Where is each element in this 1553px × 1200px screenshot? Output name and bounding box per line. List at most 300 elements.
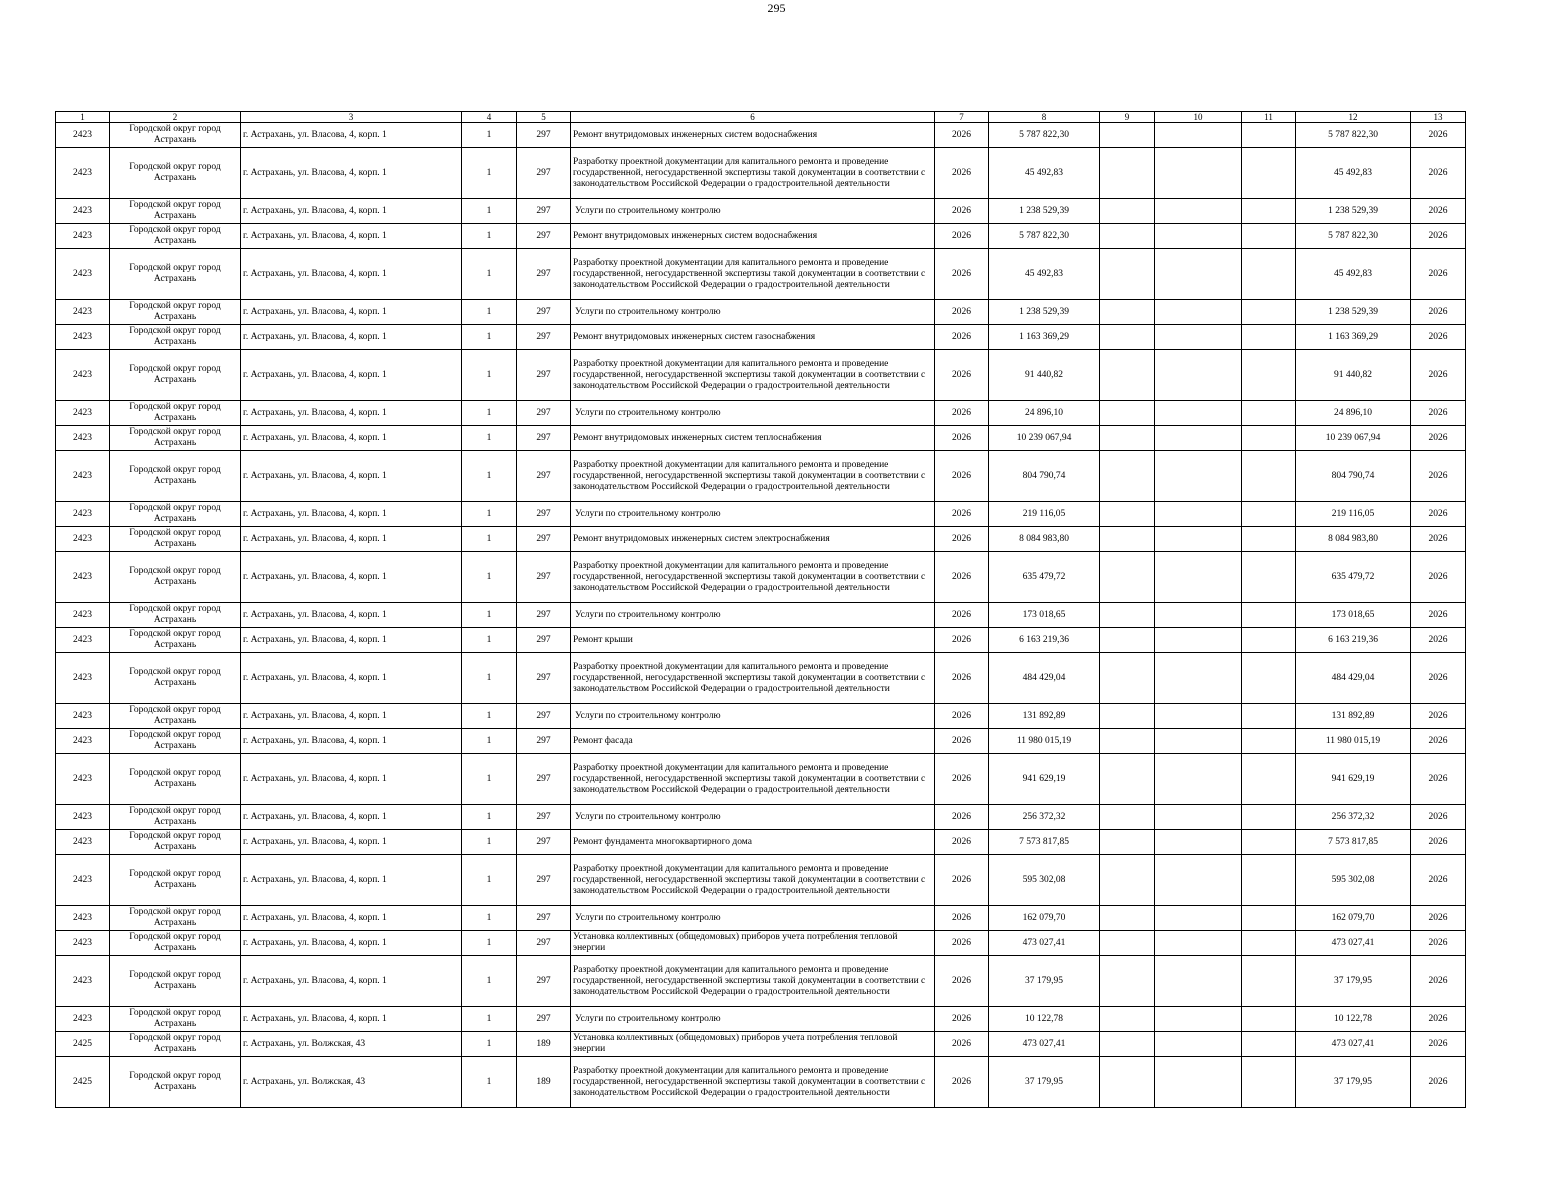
col-4-value-cell: 1 xyxy=(462,527,517,552)
col-5-value-cell: 297 xyxy=(517,199,571,224)
col-10-value-cell xyxy=(1155,906,1242,931)
municipality-cell: Городской округ город Астрахань xyxy=(110,1057,241,1108)
year-cell: 2026 xyxy=(935,199,989,224)
amount-cell: 10 239 067,94 xyxy=(989,426,1100,451)
col-5-value-cell: 297 xyxy=(517,552,571,603)
row-id-cell: 2425 xyxy=(56,1057,110,1108)
table-row xyxy=(56,1057,1466,1108)
col-4-value-cell: 1 xyxy=(462,1007,517,1032)
address-cell: г. Астрахань, ул. Власова, 4, корп. 1 xyxy=(241,805,462,830)
address-cell: г. Астрахань, ул. Власова, 4, корп. 1 xyxy=(241,653,462,704)
col-11-value-cell xyxy=(1242,956,1296,1007)
address-cell: г. Астрахань, ул. Волжская, 43 xyxy=(241,1032,462,1057)
municipality-cell: Городской округ город Астрахань xyxy=(110,426,241,451)
address-cell: г. Астрахань, ул. Власова, 4, корп. 1 xyxy=(241,729,462,754)
amount-total-cell: 131 892,89 xyxy=(1296,704,1411,729)
municipality-cell: Городской округ город Астрахань xyxy=(110,502,241,527)
col-10-value-cell xyxy=(1155,1057,1242,1108)
address-cell: г. Астрахань, ул. Власова, 4, корп. 1 xyxy=(241,325,462,350)
municipality-cell: Городской округ город Астрахань xyxy=(110,401,241,426)
work-description-cell: Услуги по строительному контролю xyxy=(571,199,935,224)
col-4-value-cell: 1 xyxy=(462,123,517,148)
table-row xyxy=(56,502,1466,527)
work-description-cell: Услуги по строительному контролю xyxy=(571,906,935,931)
col-11-value-cell xyxy=(1242,805,1296,830)
address-cell: г. Астрахань, ул. Власова, 4, корп. 1 xyxy=(241,224,462,249)
row-id-cell: 2423 xyxy=(56,199,110,224)
address-cell: г. Астрахань, ул. Власова, 4, корп. 1 xyxy=(241,426,462,451)
col-11-value-cell xyxy=(1242,628,1296,653)
work-description-cell: Разработку проектной документации для капитального ремонта и проведение государственной, негосударственной экспертизы такой документации в соответствии с законодательством Российской Федерации о градостроительной деятельности xyxy=(571,148,935,199)
col-10-value-cell xyxy=(1155,249,1242,300)
col-9-value-cell xyxy=(1100,1057,1155,1108)
col-4-value-cell: 1 xyxy=(462,830,517,855)
col-4-value-cell: 1 xyxy=(462,855,517,906)
row-id-cell: 2425 xyxy=(56,1032,110,1057)
amount-cell: 24 896,10 xyxy=(989,401,1100,426)
column-header-4: 4 xyxy=(462,112,517,123)
col-9-value-cell xyxy=(1100,653,1155,704)
col-9-value-cell xyxy=(1100,552,1155,603)
year-cell: 2026 xyxy=(935,1007,989,1032)
col-5-value-cell: 297 xyxy=(517,805,571,830)
col-9-value-cell xyxy=(1100,704,1155,729)
completion-year-cell: 2026 xyxy=(1411,1057,1466,1108)
address-cell: г. Астрахань, ул. Власова, 4, корп. 1 xyxy=(241,527,462,552)
row-id-cell: 2423 xyxy=(56,502,110,527)
address-cell: г. Астрахань, ул. Власова, 4, корп. 1 xyxy=(241,628,462,653)
col-5-value-cell: 297 xyxy=(517,426,571,451)
col-11-value-cell xyxy=(1242,603,1296,628)
col-4-value-cell: 1 xyxy=(462,224,517,249)
year-cell: 2026 xyxy=(935,249,989,300)
year-cell: 2026 xyxy=(935,350,989,401)
amount-total-cell: 804 790,74 xyxy=(1296,451,1411,502)
row-id-cell: 2423 xyxy=(56,653,110,704)
municipality-cell: Городской округ город Астрахань xyxy=(110,325,241,350)
table-body xyxy=(56,123,1466,1108)
col-4-value-cell: 1 xyxy=(462,1057,517,1108)
address-cell: г. Астрахань, ул. Власова, 4, корп. 1 xyxy=(241,350,462,401)
column-header-3: 3 xyxy=(241,112,462,123)
col-10-value-cell xyxy=(1155,527,1242,552)
col-11-value-cell xyxy=(1242,754,1296,805)
completion-year-cell: 2026 xyxy=(1411,729,1466,754)
amount-total-cell: 6 163 219,36 xyxy=(1296,628,1411,653)
table-row xyxy=(56,249,1466,300)
completion-year-cell: 2026 xyxy=(1411,1032,1466,1057)
col-11-value-cell xyxy=(1242,350,1296,401)
col-9-value-cell xyxy=(1100,830,1155,855)
address-cell: г. Астрахань, ул. Власова, 4, корп. 1 xyxy=(241,931,462,956)
col-4-value-cell: 1 xyxy=(462,199,517,224)
year-cell: 2026 xyxy=(935,502,989,527)
amount-total-cell: 10 122,78 xyxy=(1296,1007,1411,1032)
municipality-cell: Городской округ город Астрахань xyxy=(110,249,241,300)
work-description-cell: Установка коллективных (общедомовых) приборов учета потребления тепловой энергии xyxy=(571,931,935,956)
col-9-value-cell xyxy=(1100,199,1155,224)
amount-total-cell: 5 787 822,30 xyxy=(1296,224,1411,249)
col-4-value-cell: 1 xyxy=(462,451,517,502)
row-id-cell: 2423 xyxy=(56,855,110,906)
municipality-cell: Городской округ город Астрахань xyxy=(110,1032,241,1057)
col-11-value-cell xyxy=(1242,704,1296,729)
row-id-cell: 2423 xyxy=(56,704,110,729)
municipality-cell: Городской округ город Астрахань xyxy=(110,956,241,1007)
municipality-cell: Городской округ город Астрахань xyxy=(110,729,241,754)
col-11-value-cell xyxy=(1242,325,1296,350)
col-4-value-cell: 1 xyxy=(462,729,517,754)
row-id-cell: 2423 xyxy=(56,906,110,931)
col-9-value-cell xyxy=(1100,350,1155,401)
col-11-value-cell xyxy=(1242,653,1296,704)
col-5-value-cell: 297 xyxy=(517,855,571,906)
amount-cell: 1 163 369,29 xyxy=(989,325,1100,350)
row-id-cell: 2423 xyxy=(56,224,110,249)
amount-total-cell: 7 573 817,85 xyxy=(1296,830,1411,855)
table-row xyxy=(56,1007,1466,1032)
page-number: 295 xyxy=(767,1,786,15)
col-11-value-cell xyxy=(1242,1057,1296,1108)
amount-total-cell: 1 163 369,29 xyxy=(1296,325,1411,350)
col-9-value-cell xyxy=(1100,249,1155,300)
col-5-value-cell: 297 xyxy=(517,906,571,931)
amount-total-cell: 37 179,95 xyxy=(1296,956,1411,1007)
amount-total-cell: 473 027,41 xyxy=(1296,1032,1411,1057)
completion-year-cell: 2026 xyxy=(1411,754,1466,805)
completion-year-cell: 2026 xyxy=(1411,527,1466,552)
address-cell: г. Астрахань, ул. Власова, 4, корп. 1 xyxy=(241,249,462,300)
amount-total-cell: 484 429,04 xyxy=(1296,653,1411,704)
amount-cell: 1 238 529,39 xyxy=(989,199,1100,224)
col-4-value-cell: 1 xyxy=(462,300,517,325)
col-9-value-cell xyxy=(1100,855,1155,906)
row-id-cell: 2423 xyxy=(56,830,110,855)
col-5-value-cell: 297 xyxy=(517,830,571,855)
amount-total-cell: 45 492,83 xyxy=(1296,249,1411,300)
year-cell: 2026 xyxy=(935,1057,989,1108)
col-5-value-cell: 297 xyxy=(517,729,571,754)
address-cell: г. Астрахань, ул. Власова, 4, корп. 1 xyxy=(241,552,462,603)
year-cell: 2026 xyxy=(935,426,989,451)
completion-year-cell: 2026 xyxy=(1411,653,1466,704)
row-id-cell: 2423 xyxy=(56,603,110,628)
work-description-cell: Разработку проектной документации для капитального ремонта и проведение государственной, негосударственной экспертизы такой документации в соответствии с законодательством Российской Федерации о градостроительной деятельности xyxy=(571,1057,935,1108)
table-row xyxy=(56,426,1466,451)
column-header-10: 10 xyxy=(1155,112,1242,123)
amount-cell: 37 179,95 xyxy=(989,956,1100,1007)
completion-year-cell: 2026 xyxy=(1411,502,1466,527)
year-cell: 2026 xyxy=(935,956,989,1007)
municipality-cell: Городской округ город Астрахань xyxy=(110,552,241,603)
amount-total-cell: 1 238 529,39 xyxy=(1296,300,1411,325)
amount-cell: 473 027,41 xyxy=(989,1032,1100,1057)
amount-cell: 91 440,82 xyxy=(989,350,1100,401)
row-id-cell: 2423 xyxy=(56,350,110,401)
row-id-cell: 2423 xyxy=(56,401,110,426)
amount-total-cell: 5 787 822,30 xyxy=(1296,123,1411,148)
col-4-value-cell: 1 xyxy=(462,502,517,527)
year-cell: 2026 xyxy=(935,527,989,552)
col-9-value-cell xyxy=(1100,123,1155,148)
col-5-value-cell: 297 xyxy=(517,704,571,729)
col-5-value-cell: 297 xyxy=(517,653,571,704)
column-header-12: 12 xyxy=(1296,112,1411,123)
col-10-value-cell xyxy=(1155,1007,1242,1032)
table-row xyxy=(56,603,1466,628)
table-row xyxy=(56,805,1466,830)
col-11-value-cell xyxy=(1242,401,1296,426)
work-description-cell: Ремонт фасада xyxy=(571,729,935,754)
work-description-cell: Разработку проектной документации для капитального ремонта и проведение государственной, негосударственной экспертизы такой документации в соответствии с законодательством Российской Федерации о градостроительной деятельности xyxy=(571,956,935,1007)
completion-year-cell: 2026 xyxy=(1411,1007,1466,1032)
year-cell: 2026 xyxy=(935,148,989,199)
col-11-value-cell xyxy=(1242,552,1296,603)
col-9-value-cell xyxy=(1100,148,1155,199)
year-cell: 2026 xyxy=(935,603,989,628)
municipality-cell: Городской округ город Астрахань xyxy=(110,451,241,502)
address-cell: г. Астрахань, ул. Власова, 4, корп. 1 xyxy=(241,830,462,855)
address-cell: г. Астрахань, ул. Власова, 4, корп. 1 xyxy=(241,199,462,224)
address-cell: г. Астрахань, ул. Власова, 4, корп. 1 xyxy=(241,502,462,527)
col-5-value-cell: 297 xyxy=(517,249,571,300)
row-id-cell: 2423 xyxy=(56,805,110,830)
year-cell: 2026 xyxy=(935,653,989,704)
completion-year-cell: 2026 xyxy=(1411,931,1466,956)
col-5-value-cell: 297 xyxy=(517,754,571,805)
table-row xyxy=(56,628,1466,653)
row-id-cell: 2423 xyxy=(56,1007,110,1032)
address-cell: г. Астрахань, ул. Власова, 4, корп. 1 xyxy=(241,956,462,1007)
col-9-value-cell xyxy=(1100,628,1155,653)
row-id-cell: 2423 xyxy=(56,300,110,325)
municipality-cell: Городской округ город Астрахань xyxy=(110,148,241,199)
year-cell: 2026 xyxy=(935,704,989,729)
address-cell: г. Астрахань, ул. Власова, 4, корп. 1 xyxy=(241,855,462,906)
year-cell: 2026 xyxy=(935,830,989,855)
year-cell: 2026 xyxy=(935,628,989,653)
col-9-value-cell xyxy=(1100,426,1155,451)
column-header-6: 6 xyxy=(571,112,935,123)
col-9-value-cell xyxy=(1100,729,1155,754)
col-4-value-cell: 1 xyxy=(462,552,517,603)
municipality-cell: Городской округ город Астрахань xyxy=(110,628,241,653)
work-description-cell: Услуги по строительному контролю xyxy=(571,401,935,426)
col-11-value-cell xyxy=(1242,830,1296,855)
col-10-value-cell xyxy=(1155,805,1242,830)
row-id-cell: 2423 xyxy=(56,426,110,451)
col-11-value-cell xyxy=(1242,148,1296,199)
col-10-value-cell xyxy=(1155,325,1242,350)
col-9-value-cell xyxy=(1100,906,1155,931)
municipality-cell: Городской округ город Астрахань xyxy=(110,653,241,704)
table-row xyxy=(56,729,1466,754)
col-10-value-cell xyxy=(1155,199,1242,224)
year-cell: 2026 xyxy=(935,1032,989,1057)
col-10-value-cell xyxy=(1155,855,1242,906)
col-10-value-cell xyxy=(1155,754,1242,805)
completion-year-cell: 2026 xyxy=(1411,805,1466,830)
col-5-value-cell: 297 xyxy=(517,1007,571,1032)
amount-total-cell: 37 179,95 xyxy=(1296,1057,1411,1108)
table-row xyxy=(56,123,1466,148)
row-id-cell: 2423 xyxy=(56,325,110,350)
col-10-value-cell xyxy=(1155,148,1242,199)
col-5-value-cell: 297 xyxy=(517,224,571,249)
work-description-cell: Ремонт крыши xyxy=(571,628,935,653)
col-11-value-cell xyxy=(1242,123,1296,148)
col-4-value-cell: 1 xyxy=(462,603,517,628)
amount-cell: 45 492,83 xyxy=(989,148,1100,199)
table-row xyxy=(56,199,1466,224)
col-9-value-cell xyxy=(1100,527,1155,552)
col-11-value-cell xyxy=(1242,249,1296,300)
column-header-5: 5 xyxy=(517,112,571,123)
address-cell: г. Астрахань, ул. Власова, 4, корп. 1 xyxy=(241,451,462,502)
work-description-cell: Ремонт фундамента многоквартирного дома xyxy=(571,830,935,855)
completion-year-cell: 2026 xyxy=(1411,552,1466,603)
amount-cell: 173 018,65 xyxy=(989,603,1100,628)
amount-total-cell: 45 492,83 xyxy=(1296,148,1411,199)
address-cell: г. Астрахань, ул. Власова, 4, корп. 1 xyxy=(241,704,462,729)
col-11-value-cell xyxy=(1242,502,1296,527)
col-9-value-cell xyxy=(1100,1007,1155,1032)
col-10-value-cell xyxy=(1155,704,1242,729)
work-description-cell: Услуги по строительному контролю xyxy=(571,300,935,325)
work-description-cell: Ремонт внутридомовых инженерных систем водоснабжения xyxy=(571,123,935,148)
col-4-value-cell: 1 xyxy=(462,754,517,805)
work-description-cell: Ремонт внутридомовых инженерных систем электроснабжения xyxy=(571,527,935,552)
col-10-value-cell xyxy=(1155,502,1242,527)
table-row xyxy=(56,552,1466,603)
col-10-value-cell xyxy=(1155,931,1242,956)
col-10-value-cell xyxy=(1155,350,1242,401)
amount-total-cell: 24 896,10 xyxy=(1296,401,1411,426)
col-9-value-cell xyxy=(1100,401,1155,426)
year-cell: 2026 xyxy=(935,754,989,805)
table-row xyxy=(56,1032,1466,1057)
col-4-value-cell: 1 xyxy=(462,931,517,956)
col-5-value-cell: 297 xyxy=(517,350,571,401)
col-9-value-cell xyxy=(1100,502,1155,527)
amount-cell: 5 787 822,30 xyxy=(989,224,1100,249)
col-5-value-cell: 297 xyxy=(517,931,571,956)
completion-year-cell: 2026 xyxy=(1411,325,1466,350)
municipality-cell: Городской округ город Астрахань xyxy=(110,603,241,628)
amount-total-cell: 173 018,65 xyxy=(1296,603,1411,628)
year-cell: 2026 xyxy=(935,931,989,956)
amount-cell: 45 492,83 xyxy=(989,249,1100,300)
year-cell: 2026 xyxy=(935,451,989,502)
municipality-cell: Городской округ город Астрахань xyxy=(110,224,241,249)
col-11-value-cell xyxy=(1242,855,1296,906)
col-4-value-cell: 1 xyxy=(462,401,517,426)
work-description-cell: Разработку проектной документации для капитального ремонта и проведение государственной, негосударственной экспертизы такой документации в соответствии с законодательством Российской Федерации о градостроительной деятельности xyxy=(571,754,935,805)
year-cell: 2026 xyxy=(935,300,989,325)
column-header-11: 11 xyxy=(1242,112,1296,123)
year-cell: 2026 xyxy=(935,906,989,931)
col-5-value-cell: 297 xyxy=(517,148,571,199)
table-row xyxy=(56,754,1466,805)
address-cell: г. Астрахань, ул. Власова, 4, корп. 1 xyxy=(241,148,462,199)
amount-cell: 162 079,70 xyxy=(989,906,1100,931)
table-row xyxy=(56,350,1466,401)
work-description-cell: Услуги по строительному контролю xyxy=(571,704,935,729)
col-4-value-cell: 1 xyxy=(462,653,517,704)
year-cell: 2026 xyxy=(935,224,989,249)
address-cell: г. Астрахань, ул. Власова, 4, корп. 1 xyxy=(241,906,462,931)
municipality-cell: Городской округ город Астрахань xyxy=(110,1007,241,1032)
year-cell: 2026 xyxy=(935,729,989,754)
row-id-cell: 2423 xyxy=(56,931,110,956)
work-description-cell: Услуги по строительному контролю xyxy=(571,805,935,830)
amount-cell: 7 573 817,85 xyxy=(989,830,1100,855)
municipality-cell: Городской округ город Астрахань xyxy=(110,350,241,401)
address-cell: г. Астрахань, ул. Власова, 4, корп. 1 xyxy=(241,1007,462,1032)
completion-year-cell: 2026 xyxy=(1411,603,1466,628)
col-11-value-cell xyxy=(1242,300,1296,325)
table-row xyxy=(56,830,1466,855)
col-5-value-cell: 297 xyxy=(517,123,571,148)
amount-total-cell: 635 479,72 xyxy=(1296,552,1411,603)
table-row xyxy=(56,300,1466,325)
amount-cell: 131 892,89 xyxy=(989,704,1100,729)
col-5-value-cell: 297 xyxy=(517,527,571,552)
municipality-cell: Городской округ город Астрахань xyxy=(110,527,241,552)
col-4-value-cell: 1 xyxy=(462,426,517,451)
table-row xyxy=(56,325,1466,350)
row-id-cell: 2423 xyxy=(56,527,110,552)
col-5-value-cell: 297 xyxy=(517,451,571,502)
completion-year-cell: 2026 xyxy=(1411,956,1466,1007)
col-10-value-cell xyxy=(1155,451,1242,502)
col-10-value-cell xyxy=(1155,628,1242,653)
col-11-value-cell xyxy=(1242,451,1296,502)
completion-year-cell: 2026 xyxy=(1411,148,1466,199)
col-5-value-cell: 297 xyxy=(517,628,571,653)
col-11-value-cell xyxy=(1242,1007,1296,1032)
municipality-cell: Городской округ город Астрахань xyxy=(110,855,241,906)
column-header-13: 13 xyxy=(1411,112,1466,123)
col-4-value-cell: 1 xyxy=(462,956,517,1007)
col-10-value-cell xyxy=(1155,224,1242,249)
col-4-value-cell: 1 xyxy=(462,249,517,300)
col-9-value-cell xyxy=(1100,451,1155,502)
year-cell: 2026 xyxy=(935,855,989,906)
row-id-cell: 2423 xyxy=(56,249,110,300)
work-description-cell: Разработку проектной документации для капитального ремонта и проведение государственной, негосударственной экспертизы такой документации в соответствии с законодательством Российской Федерации о градостроительной деятельности xyxy=(571,451,935,502)
amount-total-cell: 11 980 015,19 xyxy=(1296,729,1411,754)
col-9-value-cell xyxy=(1100,754,1155,805)
col-10-value-cell xyxy=(1155,426,1242,451)
col-11-value-cell xyxy=(1242,224,1296,249)
column-header-2: 2 xyxy=(110,112,241,123)
amount-cell: 1 238 529,39 xyxy=(989,300,1100,325)
table-row xyxy=(56,451,1466,502)
amount-cell: 595 302,08 xyxy=(989,855,1100,906)
completion-year-cell: 2026 xyxy=(1411,906,1466,931)
amount-total-cell: 941 629,19 xyxy=(1296,754,1411,805)
col-10-value-cell xyxy=(1155,830,1242,855)
col-11-value-cell xyxy=(1242,426,1296,451)
col-11-value-cell xyxy=(1242,931,1296,956)
completion-year-cell: 2026 xyxy=(1411,401,1466,426)
address-cell: г. Астрахань, ул. Власова, 4, корп. 1 xyxy=(241,754,462,805)
table-row xyxy=(56,704,1466,729)
column-number-header-row xyxy=(56,112,1466,123)
completion-year-cell: 2026 xyxy=(1411,224,1466,249)
col-4-value-cell: 1 xyxy=(462,628,517,653)
